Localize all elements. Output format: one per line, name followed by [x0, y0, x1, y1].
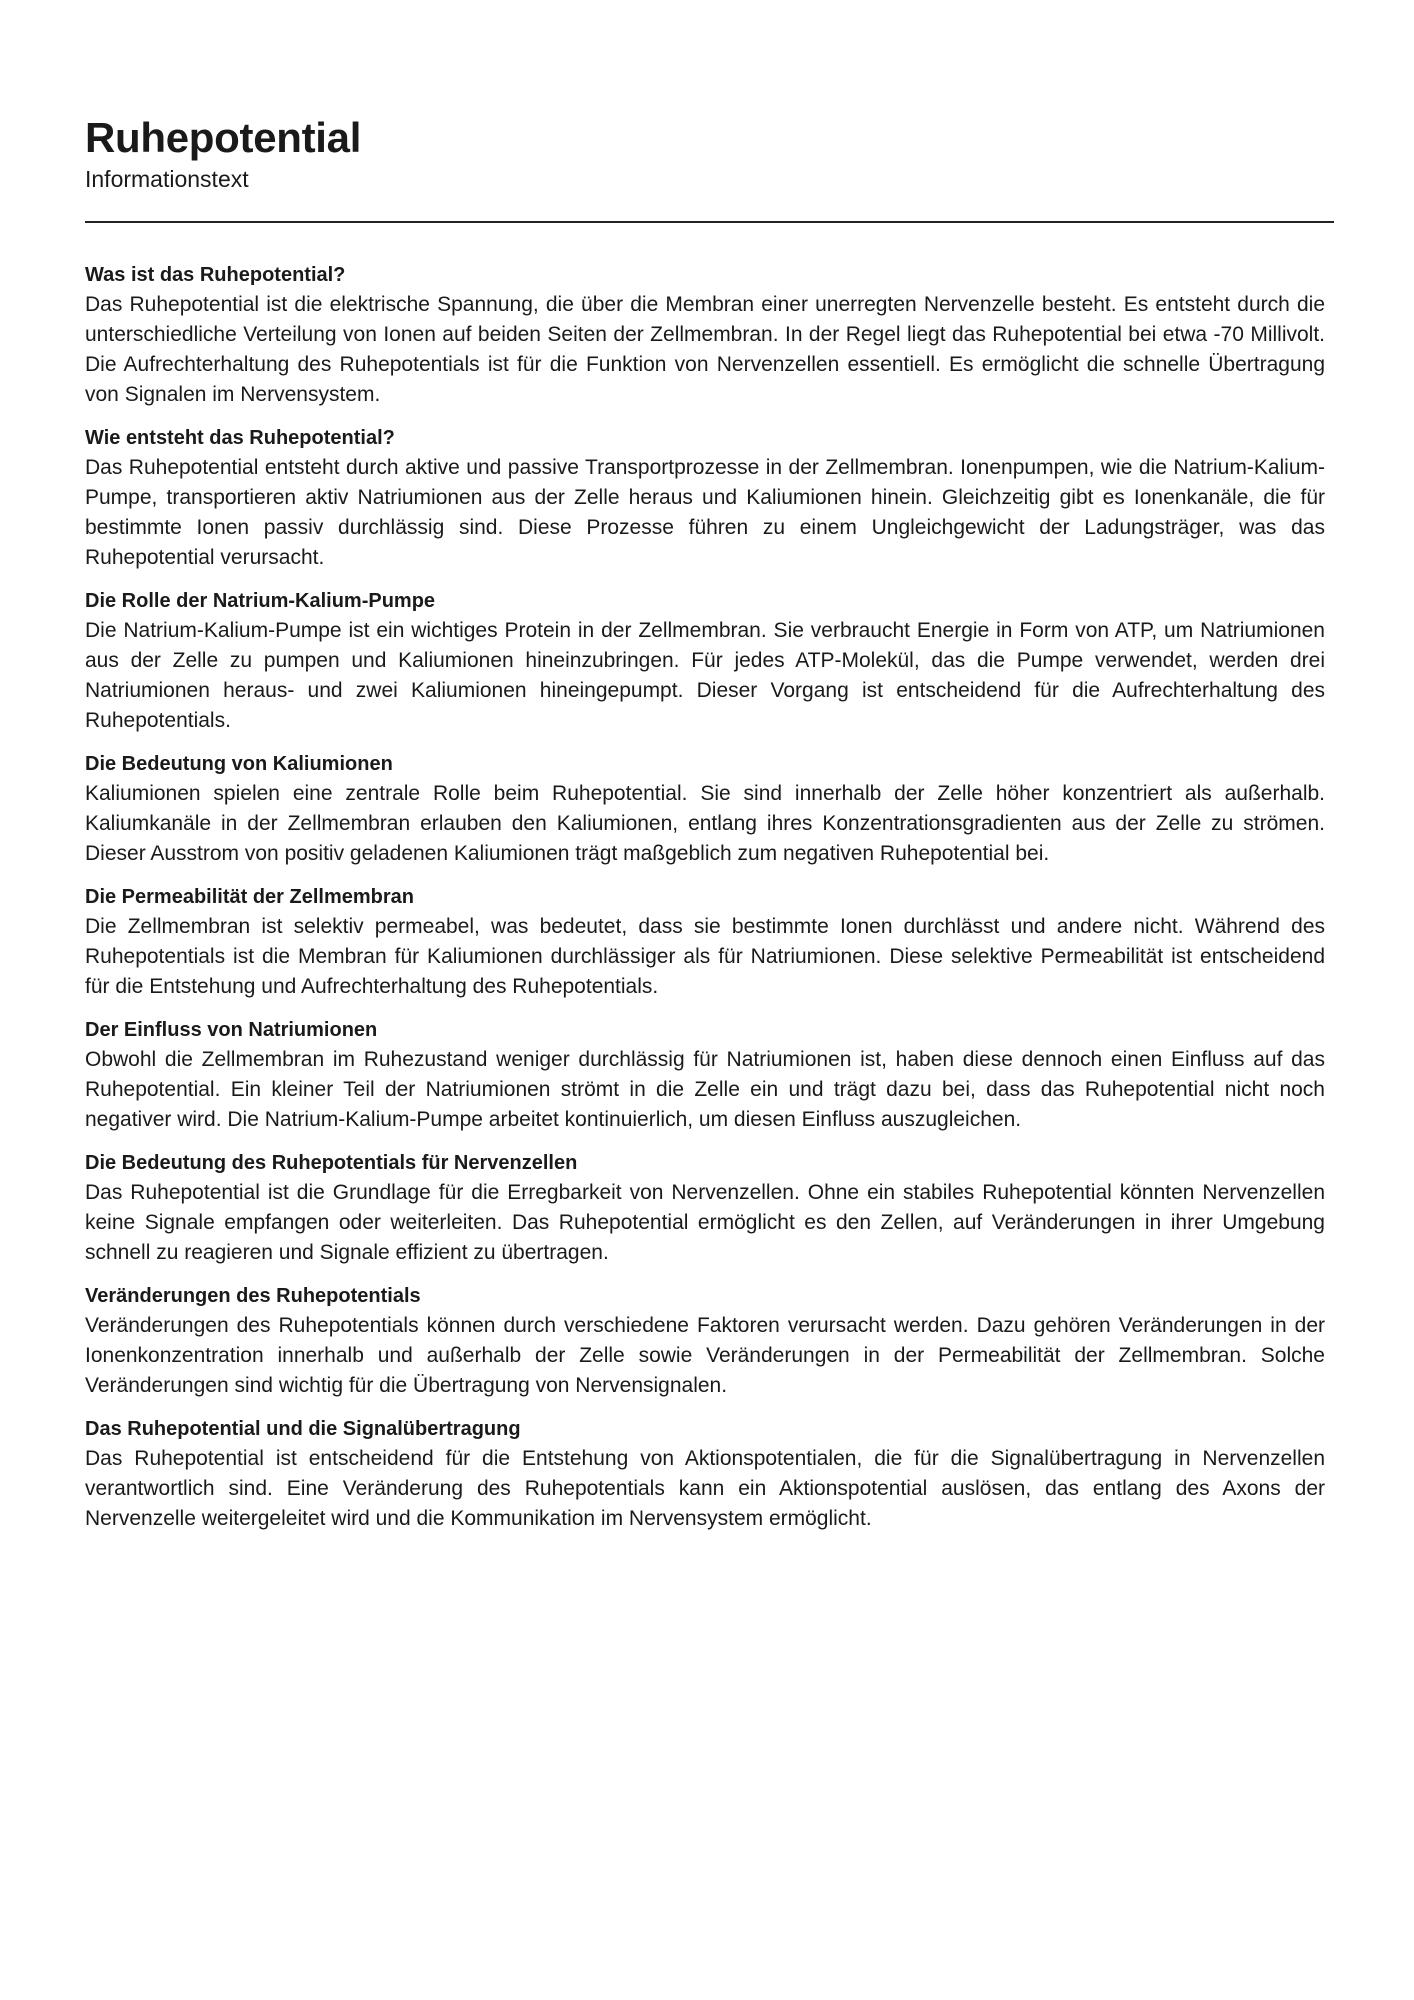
section-was-ist — [85, 260, 1325, 410]
section-heading: Die Bedeutung von Kaliumionen — [85, 753, 393, 775]
section-paragraph: Das Ruhepotential ist die elektrische Spannung, die über die Membran einer unerregten Nervenzelle besteht. Es entsteht durch die unterschiedliche Verteilung von Ionen auf beiden Seiten der Zellmembran. In der Regel liegt das Ruhepotential bei etwa -70 Millivolt. Die Aufrechterhaltung des Ruhepotentials ist für die Funktion von Nervenzellen essentiell. Es ermöglicht die schnelle Übertragung von Signalen im Nervensystem. — [85, 293, 1325, 406]
section-paragraph: Die Natrium-Kalium-Pumpe ist ein wichtiges Protein in der Zellmembran. Sie verbraucht Energie in Form von ATP, um Natriumionen aus der Zelle zu pumpen und Kaliumionen hineinzubringen. Für jedes ATP-Molekül, das die Pumpe verwendet, werden drei Natriumionen heraus- und zwei Kaliumionen hineingepumpt. Dieser Vorgang ist entscheidend für die Aufrechterhaltung des Ruhepotentials. — [85, 619, 1325, 732]
section-heading: Die Permeabilität der Zellmembran — [85, 886, 415, 908]
section-heading: Was ist das Ruhepotential? — [85, 264, 346, 286]
document-subtitle: Informationstext — [85, 166, 249, 192]
section-paragraph: Kaliumionen spielen eine zentrale Rolle beim Ruhepotential. Sie sind innerhalb der Zelle höher konzentriert als außerhalb. Kaliumkanäle in der Zellmembran erlauben den Kaliumionen, entlang ihres Konzentrationsgradienten aus der Zelle zu strömen. Dieser Ausstrom von positiv geladenen Kaliumionen trägt maßgeblich zum negativen Ruhepotential bei. — [85, 782, 1325, 865]
section-paragraph: Das Ruhepotential ist entscheidend für die Entstehung von Aktionspotentialen, die für die Signalübertragung in Nervenzellen verantwortlich sind. Eine Veränderung des Ruhepotentials kann ein Aktionspotential auslösen, das entlang des Axons der Nervenzelle weitergeleitet wird und die Kommunikation im Nervensystem ermöglicht. — [85, 1447, 1325, 1530]
section-paragraph: Die Zellmembran ist selektiv permeabel, was bedeutet, dass sie bestimmte Ionen durchlässt und andere nicht. Während des Ruhepotentials ist die Membran für Kaliumionen durchlässiger als für Natriumionen. Diese selektive Permeabilität ist entscheidend für die Entstehung und Aufrechterhaltung des Ruhepotentials. — [85, 915, 1325, 998]
section-heading: Der Einfluss von Natriumionen — [85, 1019, 378, 1041]
section-paragraph: Veränderungen des Ruhepotentials können durch verschiedene Faktoren verursacht werden. Dazu gehören Veränderungen in der Ionenkonzentration innerhalb und außerhalb der Zelle sowie Veränderungen in der Permeabilität der Zellmembran. Solche Veränderungen sind wichtig für die Übertragung von Nervensignalen. — [85, 1314, 1325, 1397]
section-wie-entsteht — [85, 423, 1325, 573]
section-paragraph: Das Ruhepotential ist die Grundlage für die Erregbarkeit von Nervenzellen. Ohne ein stabiles Ruhepotential könnten Nervenzellen keine Signale empfangen oder weiterleiten. Das Ruhepotential ermöglicht es den Zellen, auf Veränderungen in ihrer Umgebung schnell zu reagieren und Signale effizient zu übertragen. — [85, 1181, 1325, 1264]
section-permeabilitaet — [85, 882, 1325, 1002]
section-natrium-kalium-pumpe — [85, 586, 1325, 736]
section-kaliumionen — [85, 749, 1325, 869]
section-heading: Die Bedeutung des Ruhepotentials für Nervenzellen — [85, 1152, 578, 1174]
section-paragraph: Obwohl die Zellmembran im Ruhezustand weniger durchlässig für Natriumionen ist, haben diese dennoch einen Einfluss auf das Ruhepotential. Ein kleiner Teil der Natriumionen strömt in die Zelle ein und trägt dazu bei, dass das Ruhepotential nicht noch negativer wird. Die Natrium-Kalium-Pumpe arbeitet kontinuierlich, um diesen Einfluss auszugleichen. — [85, 1048, 1325, 1131]
section-paragraph: Das Ruhepotential entsteht durch aktive und passive Transportprozesse in der Zellmembran. Ionenpumpen, wie die Natrium-Kalium-Pumpe, transportieren aktiv Natriumionen aus der Zelle heraus und Kaliumionen hinein. Gleichzeitig gibt es Ionenkanäle, die für bestimmte Ionen passiv durchlässig sind. Diese Prozesse führen zu einem Ungleichgewicht der Ladungsträger, was das Ruhepotential verursacht. — [85, 456, 1325, 569]
section-signaluebertragung — [85, 1414, 1325, 1534]
section-heading: Das Ruhepotential und die Signalübertragung — [85, 1418, 521, 1440]
document-body — [85, 260, 1325, 1547]
document-page — [85, 0, 1334, 2000]
section-heading: Wie entsteht das Ruhepotential? — [85, 427, 395, 449]
section-natriumionen — [85, 1015, 1325, 1135]
section-bedeutung-nervenzellen — [85, 1148, 1325, 1268]
header-divider — [85, 221, 1334, 223]
section-veraenderungen — [85, 1281, 1325, 1401]
document-title: Ruhepotential — [85, 114, 362, 161]
section-heading: Veränderungen des Ruhepotentials — [85, 1285, 421, 1307]
section-heading: Die Rolle der Natrium-Kalium-Pumpe — [85, 590, 436, 612]
